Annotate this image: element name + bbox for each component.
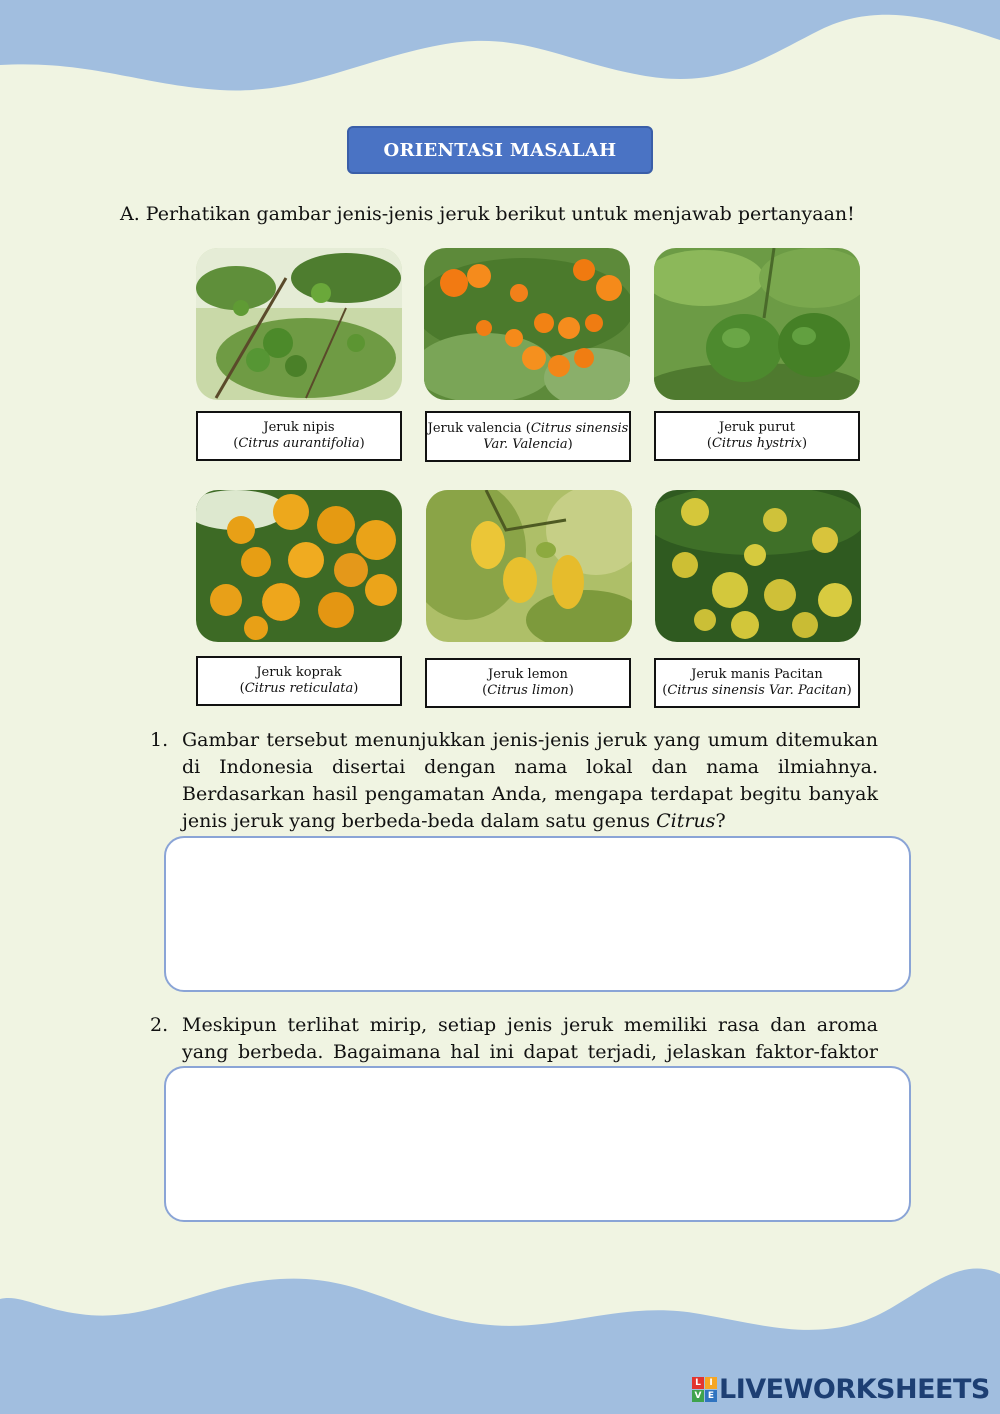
top-wave-decoration — [0, 0, 1000, 110]
question-text: Gambar tersebut menunjukkan jenis-jenis jeruk yang umum ditemukan di Indonesia disertai dengan nama lokal dan nama ilmiahnya. Berdasarkan hasil pengamatan Anda, mengapa terdapat begitu banyak jenis jeruk yang berbeda-beda dalam satu genus Citrus? — [182, 729, 878, 832]
caption-jeruk-valencia — [425, 411, 631, 462]
caption-scientific-name: (Citrus reticulata) — [239, 681, 359, 696]
caption-jeruk-purut — [654, 411, 860, 461]
caption-scientific-name: (Citrus aurantifolia) — [233, 436, 365, 451]
logo-text: LIVEWORKSHEETS — [719, 1374, 990, 1405]
green-limes-photo — [196, 248, 402, 400]
answer-box-1[interactable] — [164, 836, 911, 992]
question-number: 1. — [150, 729, 169, 751]
caption-local-name: Jeruk valencia (Citrus sinensis — [427, 420, 629, 436]
caption-scientific-name: (Citrus hystrix) — [706, 436, 808, 451]
valencia-orange-tree-photo — [424, 248, 630, 400]
caption-jeruk-lemon — [425, 658, 631, 708]
caption-scientific-name: (Citrus sinensis Var. Pacitan) — [662, 683, 852, 698]
caption-local-name: Jeruk purut — [718, 420, 795, 435]
koprak-tangerine-photo — [196, 490, 402, 642]
section-title-badge: ORIENTASI MASALAH — [347, 126, 653, 174]
caption-scientific-name: (Citrus limon) — [482, 683, 574, 698]
caption-jeruk-nipis — [196, 411, 402, 461]
caption-local-name: Jeruk koprak — [256, 665, 342, 680]
caption-local-name: Jeruk nipis — [263, 420, 335, 435]
caption-jeruk-koprak — [196, 656, 402, 706]
lemon-tree-photo — [426, 490, 632, 642]
question-number: 2. — [150, 1014, 169, 1036]
caption-local-name: Jeruk manis Pacitan — [691, 667, 823, 682]
liveworksheets-logo — [692, 1374, 990, 1405]
question-text: Meskipun terlihat mirip, setiap jenis jeruk memiliki rasa dan aroma yang berbeda. Bagaimana hal ini dapat terjadi, jelaskan faktor-faktor — [182, 1014, 878, 1063]
caption-scientific-name: Var. Valencia) — [483, 436, 573, 452]
caption-jeruk-manis-pacitan — [654, 658, 860, 708]
question-1 — [150, 727, 878, 835]
caption-local-name: Jeruk lemon — [488, 667, 568, 682]
kaffir-lime-photo — [654, 248, 860, 400]
pacitan-orange-photo — [655, 490, 861, 642]
section-a-instruction: A. Perhatikan gambar jenis-jenis jeruk berikut untuk menjawab pertanyaan! — [120, 203, 855, 225]
logo-letter-grid: L I V E — [692, 1377, 717, 1402]
answer-box-2[interactable] — [164, 1066, 911, 1222]
